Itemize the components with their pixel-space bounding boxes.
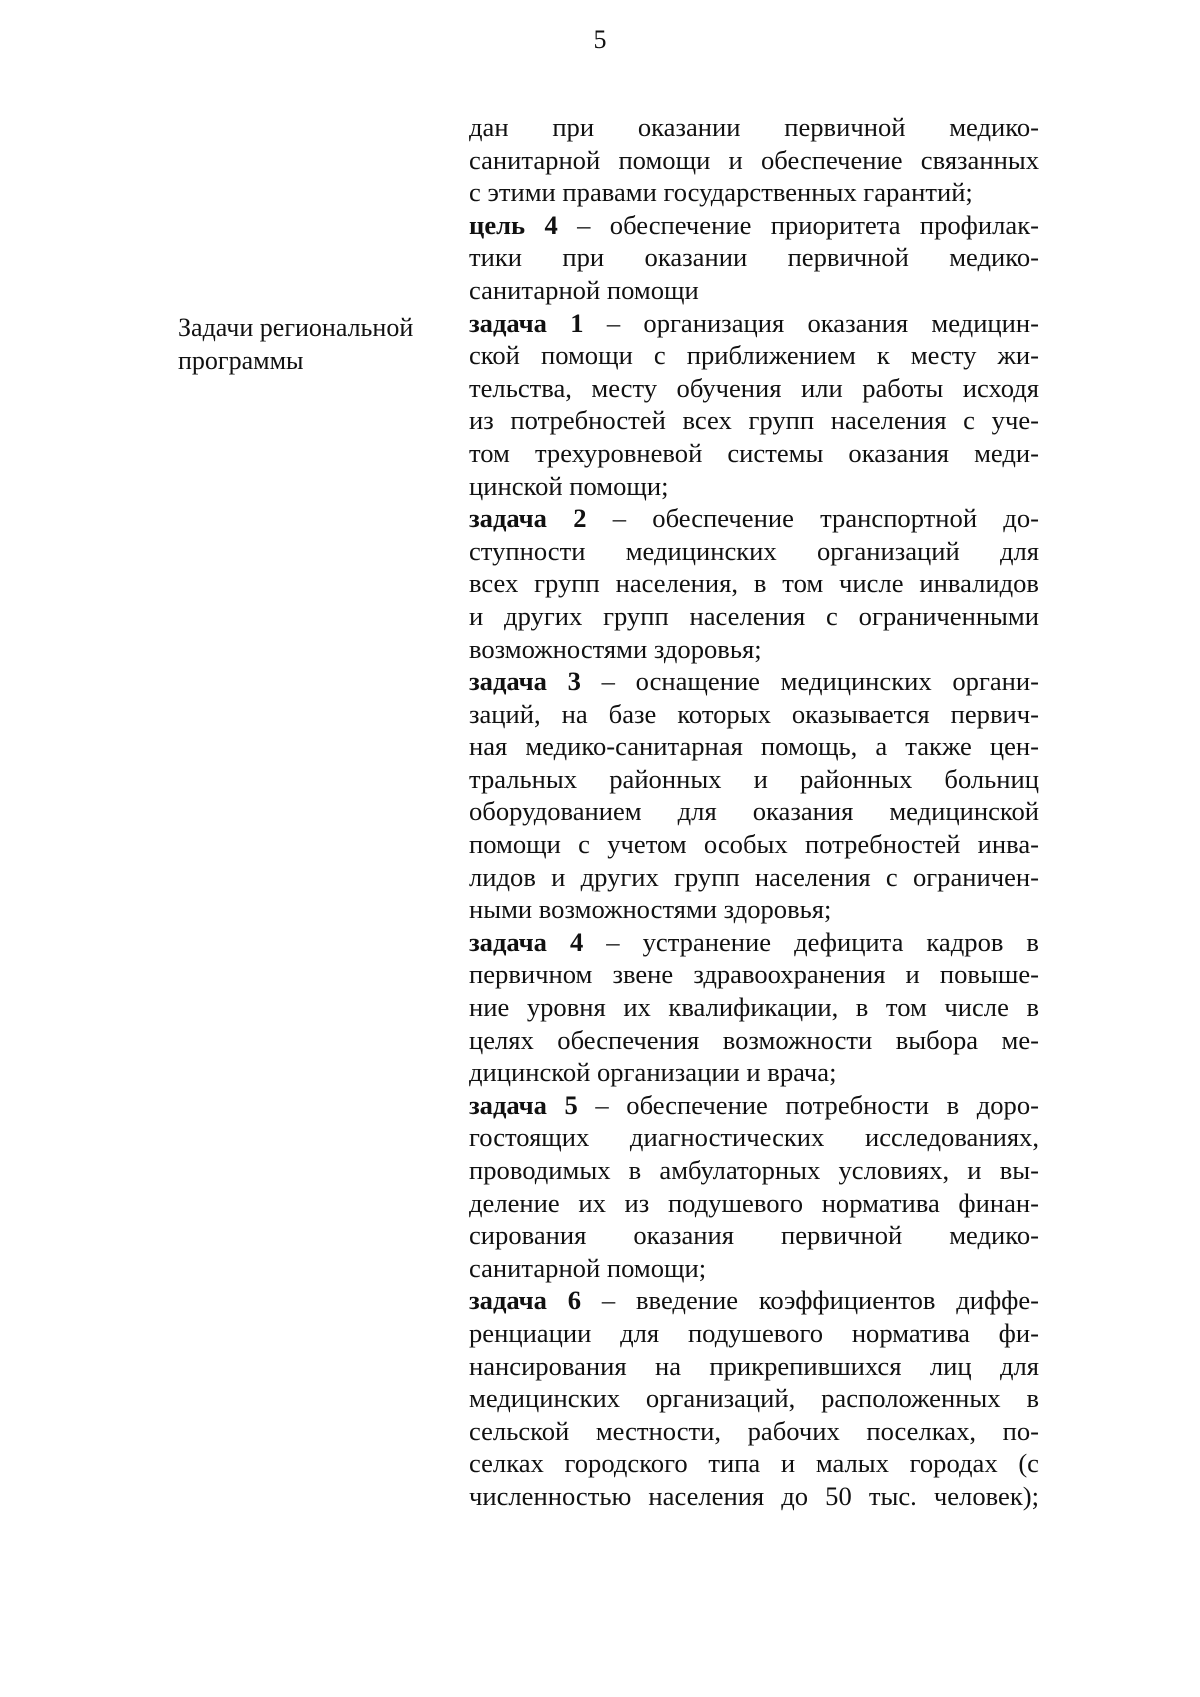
item-keyword: задача 4 [469,926,584,957]
line-text: санитарной помощи; [469,1252,707,1283]
line-text: – оснащение медицинских органи- [580,666,1039,697]
text-line [469,893,1039,926]
line-text: из потребностей всех групп населения с уче- [469,405,1039,436]
line-text: – организация оказания медицин- [583,307,1039,338]
item-keyword: цель 4 [469,209,558,240]
text-line [469,502,1039,535]
line-text: тики при оказании первичной медико- [469,242,1039,273]
line-text: заций, на базе которых оказывается первич- [469,698,1039,729]
line-text: деление их из подушевого норматива финан- [469,1187,1039,1218]
text-line [469,567,1039,600]
text-line [469,372,1039,405]
text-line [469,307,1039,340]
text-line [469,339,1039,372]
line-text: ступности медицинских организаций для [469,535,1039,566]
item-keyword: задача 6 [469,1285,582,1316]
text-line [469,404,1039,437]
line-text: – устранение дефицита кадров в [583,926,1039,957]
text-line [469,958,1039,991]
text-line [469,828,1039,861]
line-text: – обеспечение приоритета профилак- [557,209,1040,240]
line-text: цинской помощи; [469,470,669,501]
line-text: селках городского типа и малых городах (с [469,1448,1039,1479]
text-line [469,633,1039,666]
text-line [469,1154,1039,1187]
text-line [469,1024,1039,1057]
text-line [469,1317,1039,1350]
text-line [469,730,1039,763]
text-line [469,144,1039,177]
text-line [469,535,1039,568]
text-line [469,861,1039,894]
line-text: санитарной помощи и обеспечение связанных [469,144,1039,175]
right-column [469,111,1039,1513]
text-line [469,209,1039,242]
left-column [178,312,458,377]
text-line [469,1056,1039,1089]
line-text: санитарной помощи [469,274,699,305]
line-text: – обеспечение транспортной до- [586,503,1039,534]
line-text: и других групп населения с ограниченными [469,600,1039,631]
text-line [469,600,1039,633]
line-text: сирования оказания первичной медико- [469,1220,1039,1251]
line-text: дан при оказании первичной медико- [469,112,1039,142]
line-text: – введение коэффициентов диффе- [581,1285,1039,1316]
text-line [469,991,1039,1024]
line-text: лидов и других групп населения с ограничен- [469,861,1039,892]
text-line [469,1219,1039,1252]
text-line [469,437,1039,470]
item-keyword: задача 1 [469,307,584,338]
text-line [469,1350,1039,1383]
text-line [469,795,1039,828]
text-line [469,1121,1039,1154]
text-line [469,926,1039,959]
text-line [469,111,1039,144]
line-text: гостоящих диагностических исследованиях, [469,1122,1039,1153]
item-keyword: задача 3 [469,666,581,697]
line-text: численностью населения до 50 тыс. человек); [469,1480,1039,1511]
line-text: дицинской организации и врача; [469,1057,837,1088]
text-line [469,763,1039,796]
line-text: помощи с учетом особых потребностей инва- [469,829,1039,860]
text-line [469,241,1039,274]
line-text: ской помощи с приближением к месту жи- [469,340,1039,371]
text-line [469,176,1039,209]
line-text: целях обеспечения возможности выбора ме- [469,1024,1039,1055]
item-keyword: задача 5 [469,1089,578,1120]
text-line [469,1187,1039,1220]
line-text: первичном звене здравоохранения и повыше- [469,959,1039,990]
text-line [469,1252,1039,1285]
page-number: 5 [593,25,607,54]
text-line [469,1415,1039,1448]
line-text: том трехуровневой системы оказания меди- [469,437,1039,468]
text-line [469,1089,1039,1122]
line-text: оборудованием для оказания медицинской [469,796,1039,827]
line-text: всех групп населения, в том числе инвалидов [469,568,1039,599]
line-text: ние уровня их квалификации, в том числе в [469,992,1039,1023]
text-line [469,470,1039,503]
text-line [469,665,1039,698]
text-line [469,1447,1039,1480]
line-text: медицинских организаций, расположенных в [469,1383,1039,1414]
text-line [469,274,1039,307]
line-text: тральных районных и районных больниц [469,763,1039,794]
line-text: с этими правами государственных гарантий; [469,177,973,208]
text-line [469,698,1039,731]
line-text: проводимых в амбулаторных условиях, и вы- [469,1155,1039,1185]
line-text: возможностями здоровья; [469,633,762,664]
line-text: ная медико-санитарная помощь, а также цен- [469,731,1039,762]
text-line [469,1382,1039,1415]
regional-program-tasks-label-line-1: Задачи региональной [178,313,414,342]
regional-program-tasks-label-line-2: программы [178,345,304,375]
line-text: сельской местности, рабочих поселках, по- [469,1415,1039,1446]
item-keyword: задача 2 [469,503,587,534]
text-line [469,1480,1039,1513]
line-text: – обеспечение потребности в доро- [577,1089,1039,1120]
line-text: ренциации для подушевого норматива фи- [469,1317,1039,1348]
line-text: тельства, месту обучения или работы исходя [469,372,1039,403]
line-text: ными возможностями здоровья; [469,894,832,925]
text-line [469,1284,1039,1317]
line-text: нансирования на прикрепившихся лиц для [469,1350,1039,1381]
